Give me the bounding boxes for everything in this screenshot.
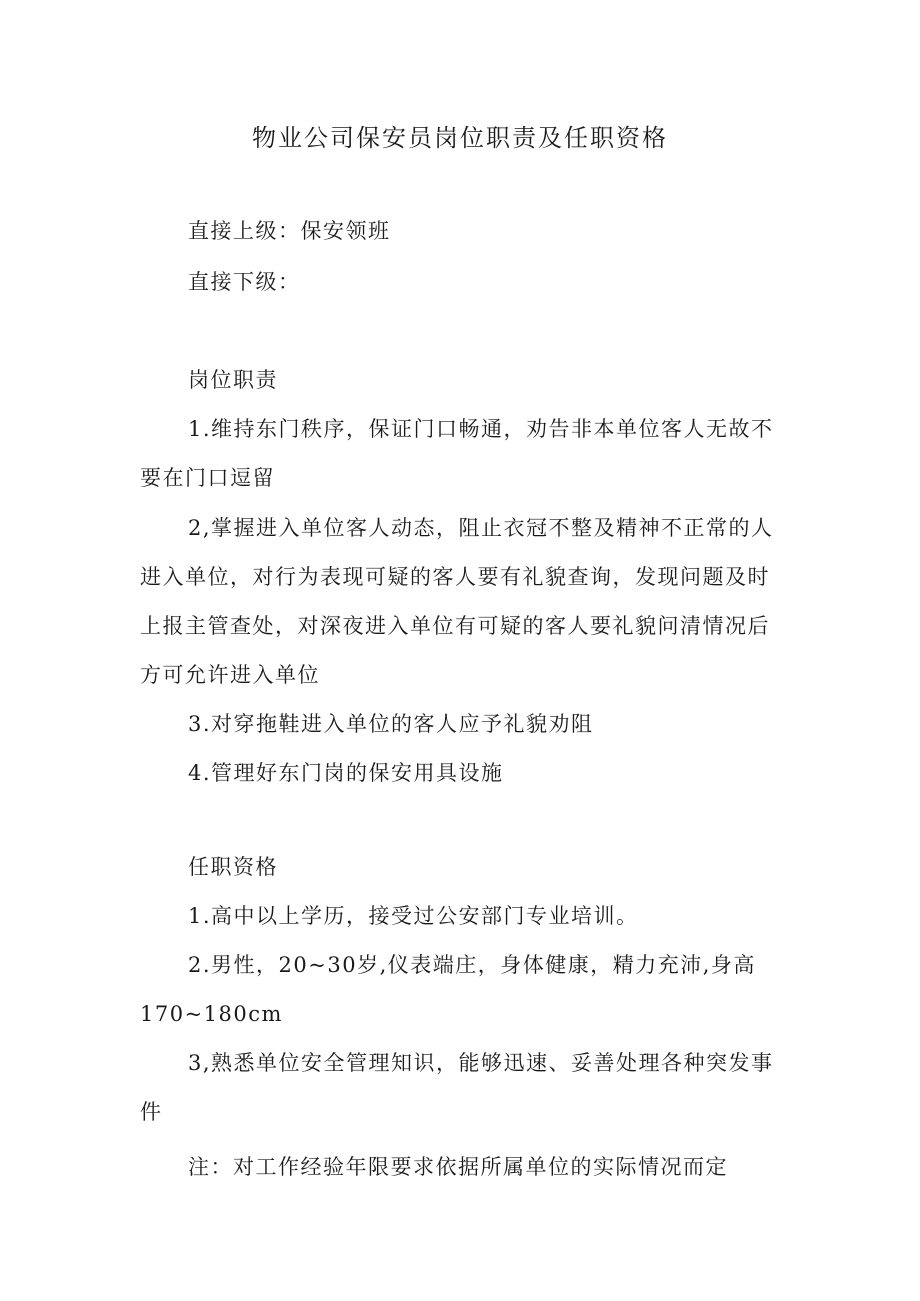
duties-heading: 岗位职责 (188, 368, 278, 392)
qualifications-heading: 任职资格 (188, 855, 278, 879)
qualification-item-1: 1.高中以上学历，接受过公安部门专业培训。 (188, 904, 639, 928)
duty-item-2-line-3: 上报主管查处，对深夜进入单位有可疑的客人要礼貌问清情况后 (140, 614, 770, 638)
duty-item-2-line-2: 进入单位，对行为表现可疑的客人要有礼貌查询，发现问题及时 (140, 565, 770, 589)
qualification-item-2-line-2: 170~180cm (140, 1002, 283, 1026)
direct-superior: 直接上级：保安领班 (188, 219, 391, 243)
duty-item-2-line-4: 方可允许进入单位 (140, 663, 320, 687)
duty-item-2-line-1: 2,掌握进入单位客人动态，阻止衣冠不整及精神不正常的人 (188, 516, 774, 540)
document-title: 物业公司保安员岗位职责及任职资格 (252, 124, 668, 152)
qualification-item-3-line-1: 3,熟悉单位安全管理知识，能够迅速、妥善处理各种突发事 (188, 1051, 774, 1075)
duty-item-4: 4.管理好东门岗的保安用具设施 (188, 761, 504, 785)
qualification-item-2-line-1: 2.男性，20~30岁,仪表端庄，身体健康，精力充沛,身高 (188, 953, 756, 977)
duty-item-1-line-1: 1.维持东门秩序，保证门口畅通，劝告非本单位客人无故不 (188, 417, 774, 441)
duty-item-3: 3.对穿拖鞋进入单位的客人应予礼貌劝阻 (188, 712, 594, 736)
note: 注：对工作经验年限要求依据所属单位的实际情况而定 (188, 1155, 728, 1179)
direct-subordinate: 直接下级： (188, 270, 301, 294)
duty-item-1-line-2: 要在门口逗留 (140, 466, 275, 490)
qualification-item-3-line-2: 件 (140, 1100, 163, 1124)
